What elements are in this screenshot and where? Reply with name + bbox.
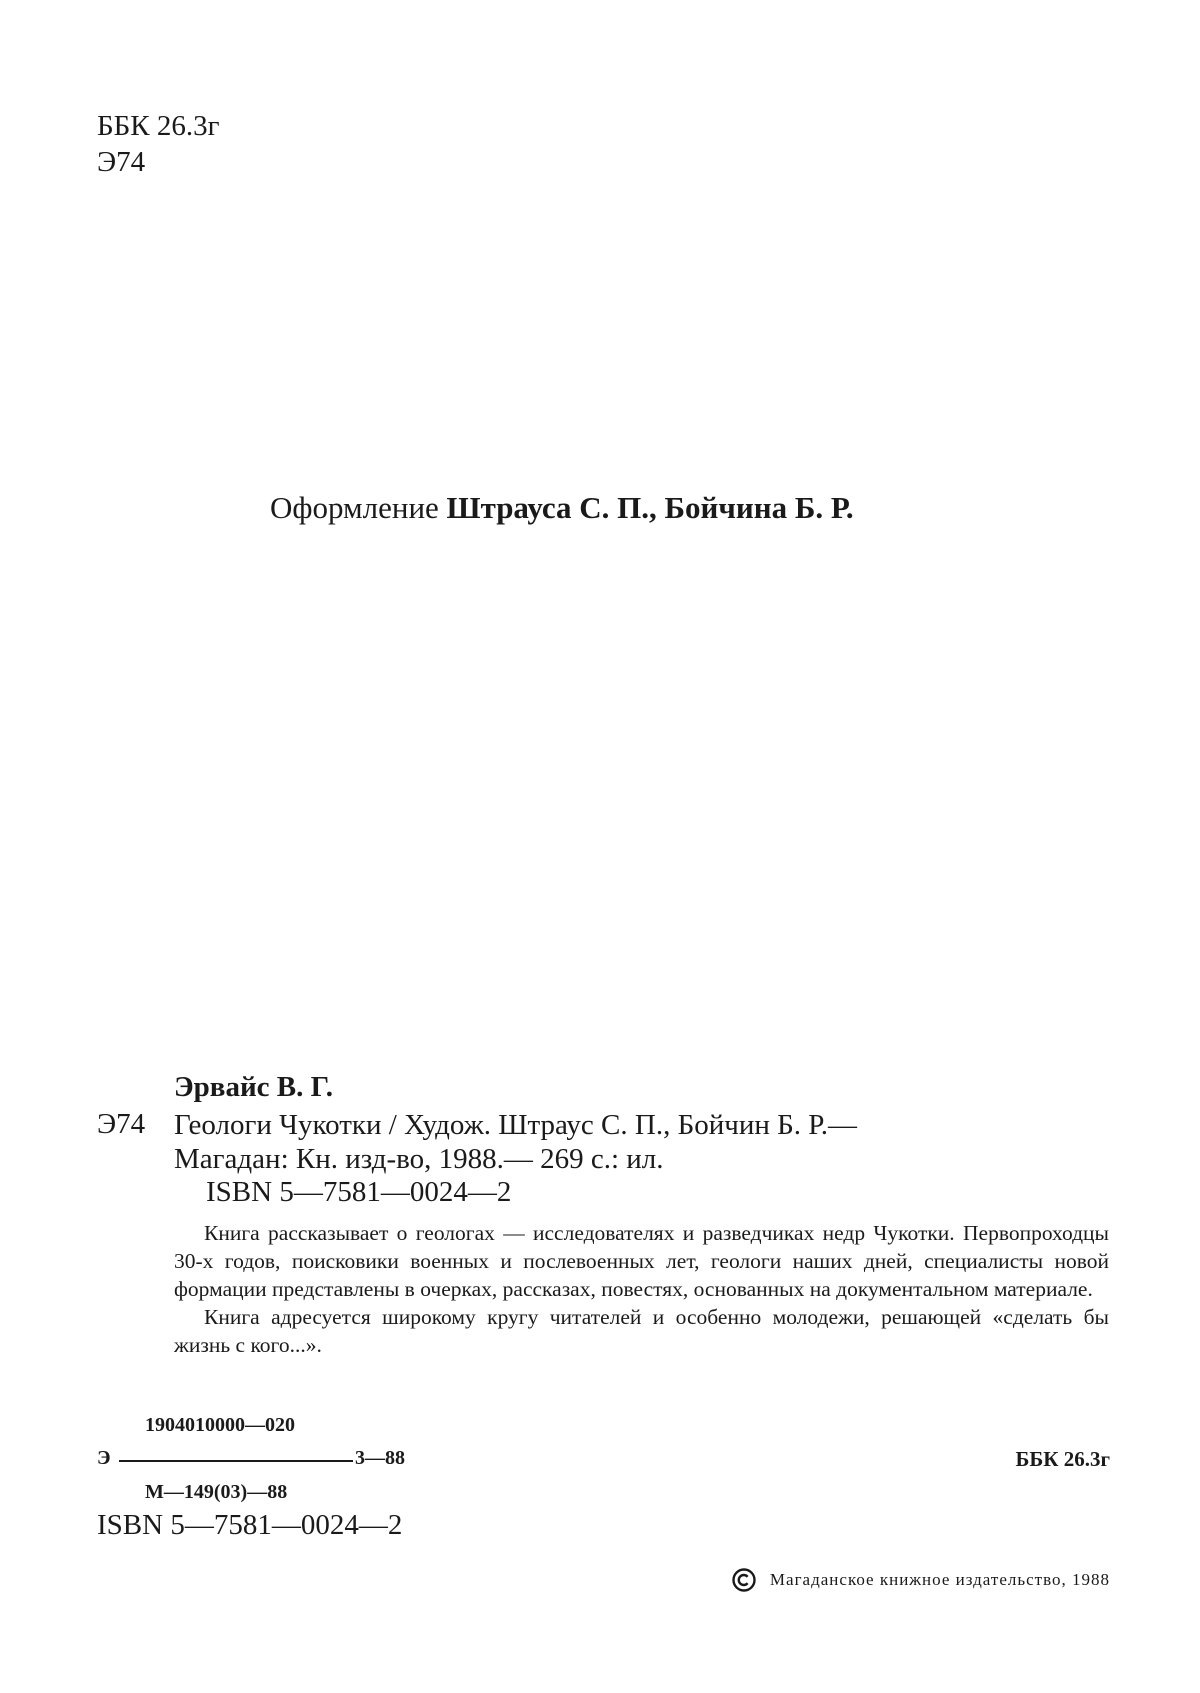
- record-title-line: Геологи Чукотки / Худож. Штраус С. П., Бойчин Б. Р.—: [174, 1109, 858, 1141]
- code-year: 3—88: [355, 1447, 405, 1469]
- bbk-code: ББК 26.3г: [97, 110, 220, 142]
- footer-isbn: ISBN 5—7581—0024—2: [97, 1509, 403, 1541]
- annotation: [174, 1219, 1109, 1359]
- record-author: Эрвайс В. Г.: [174, 1071, 334, 1103]
- record-author-mark: Э74: [97, 1108, 146, 1140]
- copyright-icon: [732, 1568, 756, 1592]
- copyright-line: [732, 1568, 1110, 1592]
- record-imprint-line: Магадан: Кн. изд-во, 1988.— 269 с.: ил.: [174, 1143, 664, 1175]
- code-numerator: 1904010000—020: [145, 1414, 295, 1436]
- record-isbn: ISBN 5—7581—0024—2: [206, 1176, 512, 1208]
- author-mark: Э74: [97, 146, 146, 178]
- design-credit: [270, 490, 854, 526]
- design-prefix: Оформление: [270, 490, 439, 525]
- designer-names: Штрауса С. П., Бойчина Б. Р.: [446, 490, 854, 525]
- annotation-paragraph: Книга рассказывает о геологах — исследователях и разведчиках недр Чукотки. Первопроходцы 30-х годов, поисковики военных и послевоенных лет, геологи наших дней, специалисты новой формации представлены в очерках, рассказах, повестях, основанных на документальном материале.: [174, 1221, 1109, 1301]
- bbk-code-bottom: ББК 26.3г: [1015, 1447, 1110, 1471]
- annotation-paragraph: Книга адресуется широкому кругу читателей и особенно молодежи, решающей «сделать бы жизнь с кого...».: [174, 1305, 1109, 1357]
- code-letter: Э: [97, 1447, 111, 1469]
- top-classification: [97, 108, 220, 180]
- copyright-text: Магаданское книжное издательство, 1988: [769, 1570, 1110, 1589]
- code-fraction-rule: [119, 1460, 353, 1462]
- code-denominator: М—149(03)—88: [145, 1481, 288, 1503]
